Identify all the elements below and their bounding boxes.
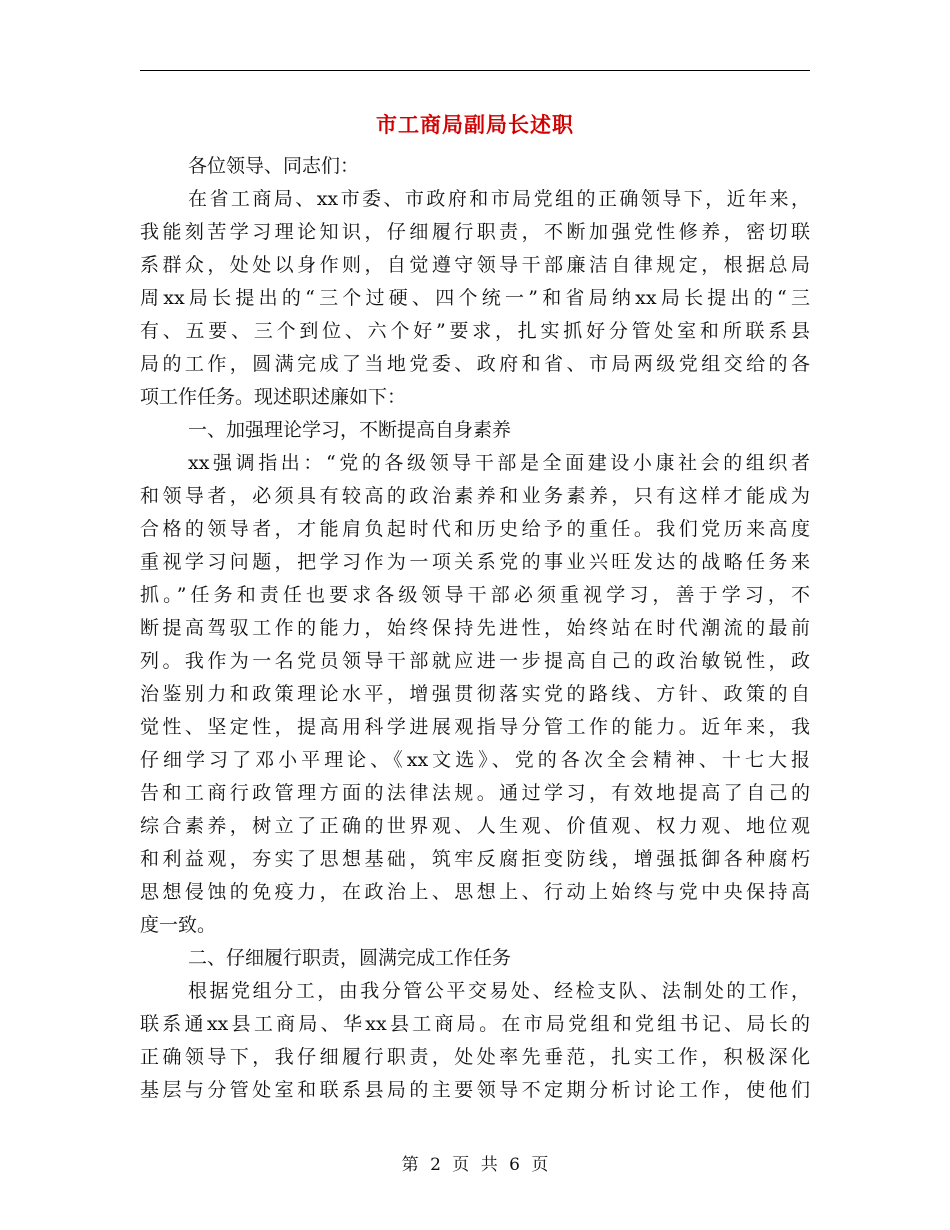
paragraph-line: 重视学习问题，把学习作为一项关系党的事业兴旺发达的战略任务来 [140,551,810,573]
section-heading: 一、加强理论学习，不断提高自身素养 [188,419,512,441]
page-number-footer: 第 2 页 共 6 页 [401,1155,549,1175]
header-rule [140,70,810,71]
paragraph-line: 和利益观，夯实了思想基础，筑牢反腐拒变防线，增强抵御各种腐朽 [140,848,810,870]
paragraph-line: 正确领导下，我仔细履行职责，处处率先垂范，扎实工作，积极深化 [140,1046,810,1068]
paragraph-line: 思想侵蚀的免疫力，在政治上、思想上、行动上始终与党中央保持高 [140,881,810,903]
paragraph-line: 项工作任务。现述职述廉如下： [140,386,407,408]
paragraph-line: 合格的领导者，才能肩负起时代和历史给予的重任。我们党历来高度 [140,518,810,540]
paragraph-line: 基层与分管处室和联系县局的主要领导不定期分析讨论工作，使他们 [140,1079,810,1101]
paragraph-line: 局的工作，圆满完成了当地党委、政府和省、市局两级党组交给的各 [140,353,810,375]
paragraph-line: 告和工商行政管理方面的法律法规。通过学习，有效地提高了自己的 [140,782,810,804]
paragraph-line: 断提高驾驭工作的能力，始终保持先进性，始终站在时代潮流的最前 [140,617,810,639]
paragraph-line: 和领导者，必须具有较高的政治素养和业务素养，只有这样才能成为 [140,485,810,507]
paragraph-line: 仔细学习了邓小平理论、《xx文选》、党的各次全会精神、十七大报 [140,749,810,771]
document-title: 市工商局副局长述职 [376,113,574,137]
paragraph-line: 我能刻苦学习理论知识，仔细履行职责，不断加强党性修养，密切联 [140,221,810,243]
paragraph-line: 系群众，处处以身作则，自觉遵守领导干部廉洁自律规定，根据总局 [140,254,810,276]
paragraph-line: 度一致。 [140,914,217,936]
paragraph-line: 治鉴别力和政策理论水平，增强贯彻落实党的路线、方针、政策的自 [140,683,810,705]
paragraph-line: 觉性、坚定性，提高用科学进展观指导分管工作的能力。近年来，我 [140,716,810,738]
salutation-line: 各位领导、同志们： [188,155,360,177]
paragraph-line: xx强调指出：“党的各级领导干部是全面建设小康社会的组织者 [188,452,810,474]
document-body [140,150,810,1107]
paragraph-line: 周xx局长提出的“三个过硬、四个统一”和省局纳xx局长提出的“三 [140,287,810,309]
paragraph-line: 列。我作为一名党员领导干部就应进一步提高自己的政治敏锐性，政 [140,650,810,672]
section-heading: 二、仔细履行职责，圆满完成工作任务 [188,947,512,969]
paragraph-line: 有、五要、三个到位、六个好”要求，扎实抓好分管处室和所联系县 [140,320,810,342]
paragraph-line: 联系通xx县工商局、华xx县工商局。在市局党组和党组书记、局长的 [140,1013,810,1035]
paragraph-line: 抓。”任务和责任也要求各级领导干部必须重视学习，善于学习，不 [140,584,810,606]
paragraph-line: 综合素养，树立了正确的世界观、人生观、价值观、权力观、地位观 [140,815,810,837]
paragraph-line: 根据党组分工，由我分管公平交易处、经检支队、法制处的工作， [188,980,810,1002]
paragraph-line: 在省工商局、xx市委、市政府和市局党组的正确领导下，近年来， [188,188,810,210]
